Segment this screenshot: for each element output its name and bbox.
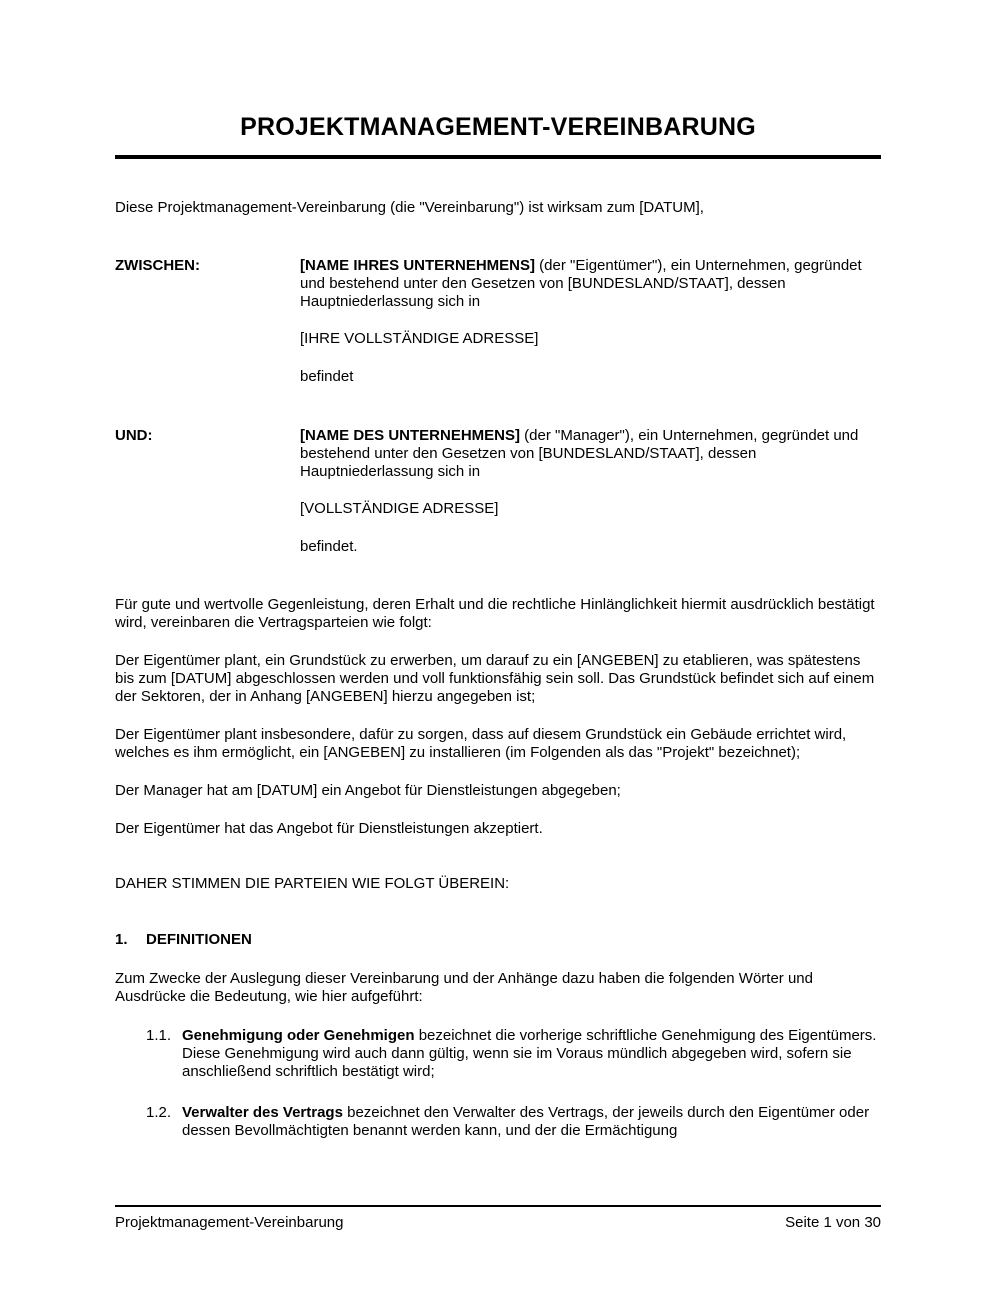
effective-date-clause: Diese Projektmanagement-Vereinbarung (die "Vereinbarung") ist wirksam zum [DATUM], [115, 199, 704, 216]
section-number: 1. [115, 931, 128, 948]
section-title: DEFINITIONEN [146, 931, 252, 948]
recital-consideration: Für gute und wertvolle Gegenleistung, deren Erhalt und die rechtliche Hinlänglichkeit hiermit ausdrücklich bestätigt wird, vereinbaren die Vertragsparteien wie folgt: [115, 596, 875, 631]
party-name-placeholder: [NAME DES UNTERNEHMENS] [300, 427, 521, 444]
recital-property-plan: Der Eigentümer plant, ein Grundstück zu erwerben, um darauf zu ein [ANGEBEN] zu etablieren, was spätestens bis zum [DATUM] abgeschlossen werden und voll funktionsfähig sein soll. Das Grundstück befindet sich auf einem der Sektoren, der in Anhang [ANGEBEN] hierzu angegeben ist; [115, 652, 875, 705]
title-rule [115, 155, 881, 159]
party-description-text: (der "Eigentümer"), ein Unternehmen, gegründet und bestehend unter den Gesetzen von [BUNDESLAND/STAAT], dessen Hauptniederlassung sich in [300, 257, 862, 310]
definition-term: Verwalter des Vertrags [182, 1104, 343, 1121]
definition-term: Genehmigung oder Genehmigen [182, 1027, 415, 1044]
definition-text [182, 1027, 881, 1081]
recital-owner-acceptance: Der Eigentümer hat das Angebot für Dienstleistungen akzeptiert. [115, 820, 543, 837]
party-label-und: UND: [115, 427, 153, 444]
document-title: PROJEKTMANAGEMENT-VEREINBARUNG [240, 113, 756, 141]
party-description [300, 427, 881, 481]
party-block-und [115, 427, 881, 556]
document-content [115, 0, 881, 1140]
page-footer [115, 1205, 881, 1232]
definition-number: 1.1. [146, 1027, 172, 1044]
definition-body: bezeichnet die vorherige schriftliche Genehmigung des Eigentümers. Diese Genehmigung wird auch dann gültig, wenn sie im Voraus mündlich abgegeben wird, sofern sie anschließend schriftlich bestätigt wird; [182, 1027, 877, 1080]
party-body-zwischen [300, 257, 881, 386]
party-suffix-text: befindet [300, 368, 354, 385]
recital-building-plan: Der Eigentümer plant insbesondere, dafür zu sorgen, dass auf diesem Grundstück ein Gebäude errichtet wird, welches es ihm ermöglicht, ein [ANGEBEN] zu installieren (im Folgenden als das "Projekt" bezeichnet); [115, 726, 847, 761]
party-address-placeholder: [VOLLSTÄNDIGE ADRESSE] [300, 500, 499, 517]
party-label-zwischen: ZWISCHEN: [115, 257, 200, 274]
party-suffix-text: befindet. [300, 538, 358, 555]
party-name-placeholder: [NAME IHRES UNTERNEHMENS] [300, 257, 536, 274]
footer-page-number: Seite 1 von 30 [785, 1214, 881, 1231]
definitions-intro: Zum Zwecke der Auslegung dieser Vereinbarung und der Anhänge dazu haben die folgenden Wörter und Ausdrücke die Bedeutung, wie hier aufgeführt: [115, 970, 813, 1005]
definition-item-1-2 [146, 1104, 881, 1140]
party-address-placeholder: [IHRE VOLLSTÄNDIGE ADRESSE] [300, 330, 539, 347]
definition-text [182, 1104, 881, 1140]
party-body-und [300, 427, 881, 556]
recital-manager-offer: Der Manager hat am [DATUM] ein Angebot für Dienstleistungen abgegeben; [115, 782, 621, 799]
agreement-lead-in: DAHER STIMMEN DIE PARTEIEN WIE FOLGT ÜBEREIN: [115, 875, 510, 892]
party-description [300, 257, 881, 311]
definition-body: bezeichnet den Verwalter des Vertrags, der jeweils durch den Eigentümer oder dessen Bevollmächtigten benannt werden kann, und der die Ermächtigung [182, 1104, 870, 1139]
definition-number: 1.2. [146, 1104, 172, 1121]
definition-item-1-1 [146, 1027, 881, 1081]
party-description-text: (der "Manager"), ein Unternehmen, gegründet und bestehend unter den Gesetzen von [BUNDESLAND/STAAT], dessen Hauptniederlassung sich in [300, 427, 859, 480]
section-heading-definitions [115, 931, 881, 949]
party-block-zwischen [115, 257, 881, 386]
footer-document-name: Projektmanagement-Vereinbarung [115, 1214, 344, 1231]
